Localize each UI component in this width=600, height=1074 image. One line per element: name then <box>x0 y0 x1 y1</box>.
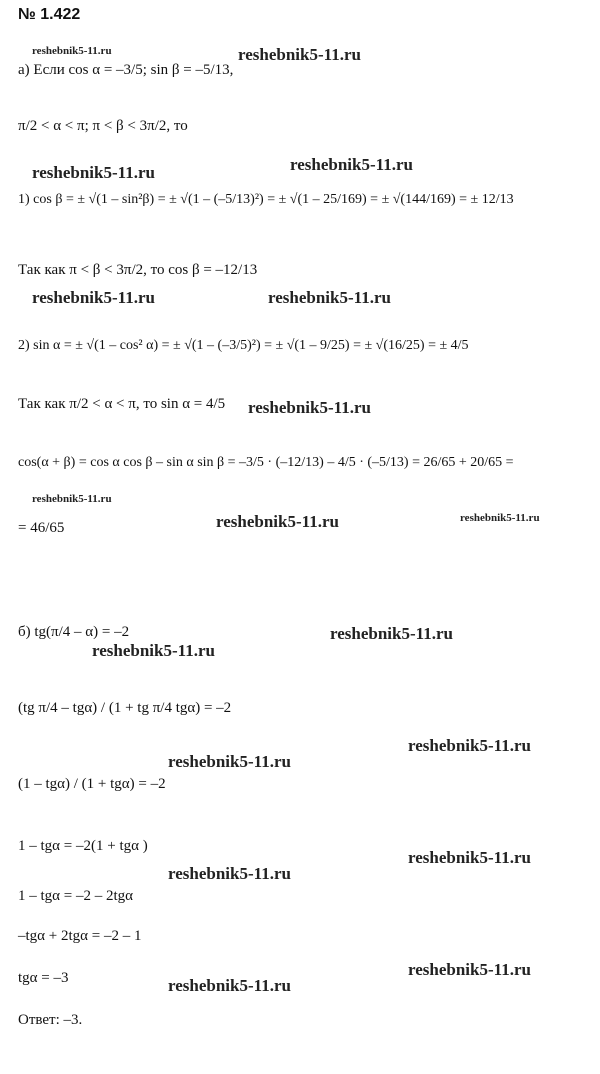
watermark: reshebnik5-11.ru <box>32 163 155 182</box>
answer: Ответ: –3. <box>18 1012 83 1028</box>
watermark: reshebnik5-11.ru <box>248 398 371 417</box>
cos-sum-formula: cos(α + β) = cos α cos β – sin α sin β = –3/5 · (–12/13) – 4/5 · (–5/13) = 26/65 + 20/65 = <box>18 455 514 470</box>
range-a: π/2 < α < π; π < β < 3π/2, то <box>18 118 188 134</box>
equation-6: tgα = –3 <box>18 970 69 986</box>
step-2-sin-alpha: 2) sin α = ± √(1 – cos² α) = ± √(1 – (–3/5)²) = ± √(1 – 9/25) = ± √(16/25) = ± 4/5 <box>18 338 469 353</box>
watermark: reshebnik5-11.ru <box>290 155 413 174</box>
condition-b: б) tg(π/4 – α) = –2 <box>18 624 130 640</box>
equation-4: 1 – tgα = –2 – 2tgα <box>18 888 134 904</box>
since-alpha: Так как π/2 < α < π, то sin α = 4/5 <box>18 396 226 412</box>
watermark: reshebnik5-11.ru <box>168 864 291 883</box>
condition-a: а) Если cos α = –3/5; sin β = –5/13, <box>18 62 234 78</box>
equation-1: (tg π/4 – tgα) / (1 + tg π/4 tgα) = –2 <box>18 700 232 716</box>
watermark: reshebnik5-11.ru <box>268 288 391 307</box>
watermark: reshebnik5-11.ru <box>32 493 112 505</box>
watermark: reshebnik5-11.ru <box>32 288 155 307</box>
watermark: reshebnik5-11.ru <box>216 512 339 531</box>
equation-3: 1 – tgα = –2(1 + tgα ) <box>18 838 148 854</box>
watermark: reshebnik5-11.ru <box>168 976 291 995</box>
result-a: = 46/65 <box>18 520 65 536</box>
watermark: reshebnik5-11.ru <box>408 960 531 979</box>
since-beta: Так как π < β < 3π/2, то cos β = –12/13 <box>18 262 258 278</box>
problem-number: № 1.422 <box>18 6 81 23</box>
watermark: reshebnik5-11.ru <box>168 752 291 771</box>
equation-2: (1 – tgα) / (1 + tgα) = –2 <box>18 776 166 792</box>
equation-5: –tgα + 2tgα = –2 – 1 <box>18 928 142 944</box>
watermark: reshebnik5-11.ru <box>408 736 531 755</box>
watermark: reshebnik5-11.ru <box>330 624 453 643</box>
step-1-cos-beta: 1) cos β = ± √(1 – sin²β) = ± √(1 – (–5/13)²) = ± √(1 – 25/169) = ± √(144/169) = ± 12/13 <box>18 192 514 207</box>
watermark: reshebnik5-11.ru <box>32 45 112 57</box>
watermark: reshebnik5-11.ru <box>460 512 540 524</box>
watermark: reshebnik5-11.ru <box>92 641 215 660</box>
watermark: reshebnik5-11.ru <box>238 45 361 64</box>
watermark: reshebnik5-11.ru <box>408 848 531 867</box>
